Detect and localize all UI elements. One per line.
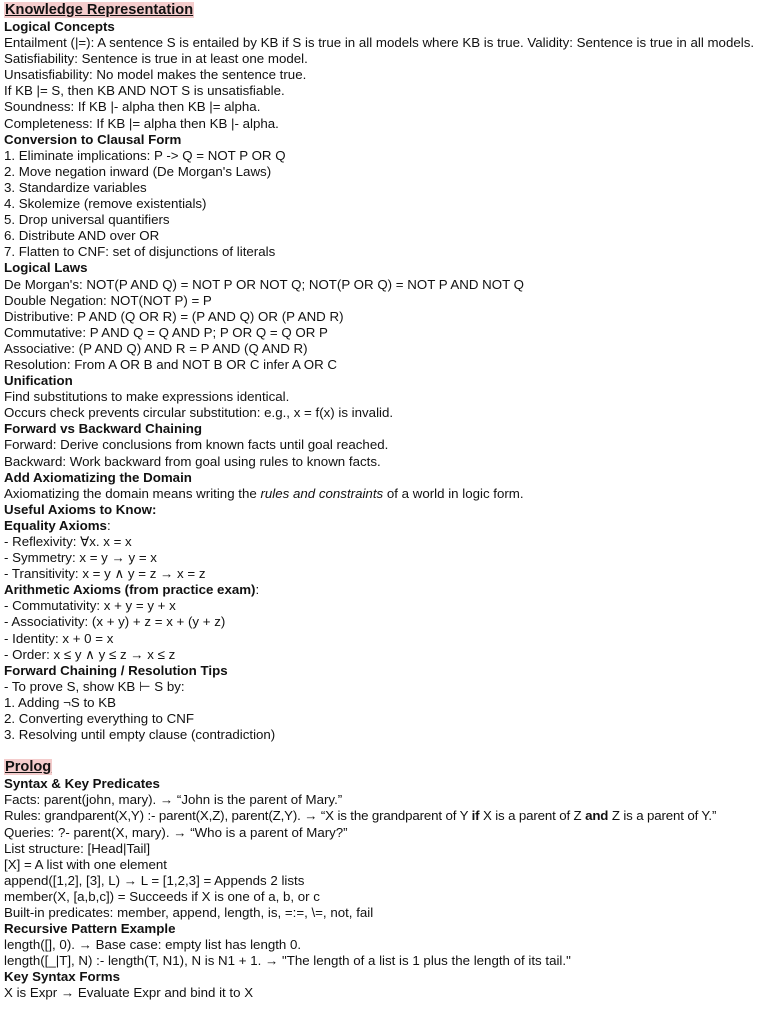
- text-line: Soundness: If KB |- alpha then KB |= alpha.: [4, 99, 261, 115]
- text-line: length([_|T], N) :- length(T, N1), N is N1 + 1. → "The length of a list is 1 plus the length of its tail.": [4, 953, 571, 969]
- text-line: Satisfiability: Sentence is true in at least one model.: [4, 51, 308, 67]
- text-line: Associative: (P AND Q) AND R = P AND (Q AND R): [4, 340, 308, 356]
- text-line: List structure: [Head|Tail]: [4, 840, 151, 856]
- list-item: 4. Skolemize (remove existentials): [4, 196, 207, 212]
- list-item: - Symmetry: x = y → y = x: [4, 550, 157, 566]
- text-line: Distributive: P AND (Q OR R) = (P AND Q) OR (P AND R): [4, 308, 344, 324]
- text-line: Backward: Work backward from goal using rules to known facts.: [4, 453, 381, 469]
- text-line: Rules: grandparent(X,Y) :- parent(X,Z), parent(Z,Y). → “X is the grandparent of Y if X is a parent of Z and Z is a parent of Y.”: [4, 808, 717, 824]
- list-item: 6. Distribute AND over OR: [4, 228, 160, 244]
- heading-unification: Unification: [4, 373, 73, 389]
- list-item: 2. Move negation inward (De Morgan's Laws): [4, 163, 272, 179]
- text-line: [X] = A list with one element: [4, 856, 167, 872]
- list-item: - Reflexivity: ∀x. x = x: [4, 534, 132, 549]
- text-line: append([1,2], [3], L) → L = [1,2,3] = Appends 2 lists: [4, 872, 305, 888]
- heading-key-syntax-forms: Key Syntax Forms: [4, 969, 121, 985]
- heading-resolution-tips: Forward Chaining / Resolution Tips: [4, 662, 228, 678]
- text-line: length([], 0). → Base case: empty list has length 0.: [4, 937, 302, 953]
- text-line: De Morgan's: NOT(P AND Q) = NOT P OR NOT Q; NOT(P OR Q) = NOT P AND NOT Q: [4, 276, 524, 292]
- list-item: 3. Standardize variables: [4, 179, 147, 195]
- text-line: Find substitutions to make expressions identical.: [4, 389, 290, 405]
- list-item: - Commutativity: x + y = y + x: [4, 598, 176, 614]
- section-spacer: [4, 743, 764, 759]
- list-item: 5. Drop universal quantifiers: [4, 212, 170, 228]
- heading-axiomatizing: Add Axiomatizing the Domain: [4, 469, 192, 485]
- text-line: Unsatisfiability: No model makes the sentence true.: [4, 67, 307, 83]
- emphasis-text: rules and constraints: [260, 485, 384, 501]
- text-segment: Axiomatizing the domain means writing the: [4, 485, 261, 501]
- text-line: Queries: ?- parent(X, mary). → “Who is a parent of Mary?”: [4, 824, 348, 840]
- heading-arithmetic-axioms: Arithmetic Axioms (from practice exam):: [4, 582, 260, 598]
- text-line: member(X, [a,b,c]) = Succeeds if X is one of a, b, or c: [4, 888, 320, 904]
- list-item: - Associativity: (x + y) + z = x + (y + z): [4, 614, 226, 630]
- heading-recursive-pattern: Recursive Pattern Example: [4, 921, 176, 937]
- list-item: - To prove S, show KB ⊢ S by:: [4, 678, 185, 694]
- text-line: X is Expr → Evaluate Expr and bind it to X: [4, 985, 254, 1001]
- text-line: [4, 486, 764, 502]
- list-item: 1. Adding ¬S to KB: [4, 694, 116, 710]
- list-item: - Identity: x + 0 = x: [4, 630, 114, 646]
- section-title-prolog: Prolog: [5, 759, 52, 776]
- list-item: 2. Converting everything to CNF: [4, 711, 194, 727]
- heading-clausal-form: Conversion to Clausal Form: [4, 131, 182, 147]
- list-item: 3. Resolving until empty clause (contradiction): [4, 727, 276, 743]
- text-line: Forward: Derive conclusions from known facts until goal reached.: [4, 437, 389, 453]
- text-line: If KB |= S, then KB AND NOT S is unsatisfiable.: [4, 83, 285, 99]
- text-line: Built-in predicates: member, append, length, is, =:=, \=, not, fail: [4, 904, 374, 920]
- list-item: 7. Flatten to CNF: set of disjunctions of literals: [4, 244, 276, 260]
- text-line: Occurs check prevents circular substitution: e.g., x = f(x) is invalid.: [4, 405, 394, 421]
- heading-logical-laws: Logical Laws: [4, 260, 88, 276]
- list-item: - Transitivity: x = y ∧ y = z → x = z: [4, 566, 206, 582]
- text-segment: of a world in logic form.: [383, 485, 524, 501]
- text-line: Completeness: If KB |= alpha then KB |- alpha.: [4, 115, 279, 131]
- list-item: 1. Eliminate implications: P -> Q = NOT P OR Q: [4, 147, 286, 163]
- heading-chaining: Forward vs Backward Chaining: [4, 421, 203, 437]
- list-item: - Order: x ≤ y ∧ y ≤ z → x ≤ z: [4, 646, 176, 662]
- section-title-knowledge-representation: Knowledge Representation: [5, 2, 194, 18]
- heading-useful-axioms: Useful Axioms to Know:: [4, 501, 157, 517]
- heading-logical-concepts: Logical Concepts: [4, 19, 115, 34]
- heading-equality-axioms: Equality Axioms:: [4, 517, 111, 533]
- text-line: Double Negation: NOT(NOT P) = P: [4, 292, 212, 308]
- text-line: Commutative: P AND Q = Q AND P; P OR Q = Q OR P: [4, 324, 328, 340]
- text-line: Facts: parent(john, mary). → “John is the parent of Mary.”: [4, 792, 343, 808]
- heading-syntax-key-predicates: Syntax & Key Predicates: [4, 776, 160, 792]
- text-line: Resolution: From A OR B and NOT B OR C infer A OR C: [4, 356, 338, 372]
- text-line: Entailment (|=): A sentence S is entailed by KB if S is true in all models where KB is true. Validity: Sentence is true in all models.: [4, 35, 755, 51]
